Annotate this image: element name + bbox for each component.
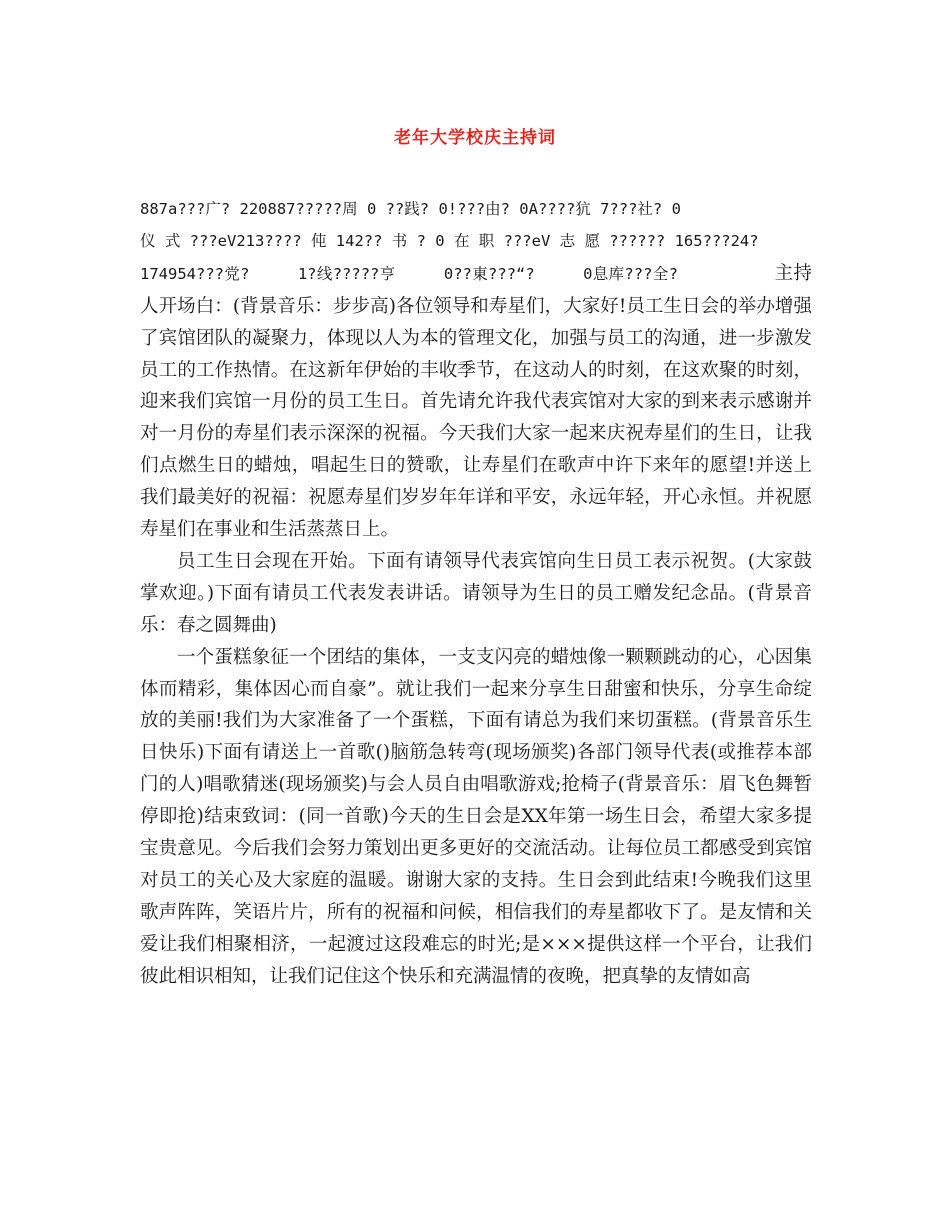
garbled-line-2: 仪 式 ???eV213???? 伅 142?? 书 ? 0 在 职 ???eV 志 愿 ?????? 165???24? [140, 231, 759, 250]
document-title: 老年大学校庆主持词 [394, 128, 556, 148]
garbled-line-3: 174954???党? 1?线?????亨 0??東???“? 0息库???全? [140, 264, 775, 283]
garbled-line-1: 887a???广? 220887?????周 0 ??践? 0!???由? 0A????犺 7???社? 0 [140, 200, 681, 218]
paragraph-opening-text: 主持人开场白：(背景音乐：步步高)各位领导和寿星们，大家好!员工生日会的举办增强了宾馆团队的凝聚力，体现以人为本的管理文化，加强与员工的沟通，进一步激发员工的工作热情。在这新年伊始的丰收季节，在这动人的时刻，在这欢聚的时刻，迎来我们宾馆一月份的员工生日。首先请允许我代表宾馆对大家的到来表示感谢并对一月份的寿星们表示深深的祝福。今天我们大家一起来庆祝寿星们的生日，让我们点燃生日的蜡烛，唱起生日的赞歌，让寿星们在歌声中许下来年的愿望!并送上我们最美好的祝福：祝愿寿星们岁岁年年详和平安，永远年轻，开心永恒。并祝愿寿星们在事业和生活蒸蒸日上。 [140, 262, 812, 541]
document-body [140, 194, 812, 993]
paragraph-start: 员工生日会现在开始。下面有请领导代表宾馆向生日员工表示祝贺。(大家鼓掌欢迎。)下面有请员工代表发表讲话。请领导为生日的员工赠发纪念品。(背景音乐：春之圆舞曲) [140, 550, 812, 636]
paragraph-cake: 一个蛋糕象征一个团结的集体，一支支闪亮的蜡烛像一颗颗跳动的心，心因集体而精彩，集体因心而自豪”。就让我们一起来分享生日甜蜜和快乐，分享生命绽放的美丽!我们为大家准备了一个蛋糕，下面有请总为我们来切蛋糕。(背景音乐生日快乐)下面有请送上一首歌()脑筋急转弯(现场颁奖)各部门领导代表(或推荐本部门的人)唱歌猜迷(现场颁奖)与会人员自由唱歌游戏;抢椅子(背景音乐：眉飞色舞暂停即抢)结束致词：(同一首歌)今天的生日会是XX年第一场生日会，希望大家多提宝贵意见。今后我们会努力策划出更多更好的交流活动。让每位员工都感受到宾馆对员工的关心及大家庭的温暖。谢谢大家的支持。生日会到此结束!今晚我们这里歌声阵阵，笑语片片，所有的祝福和问候，相信我们的寿星都收下了。是友情和关爱让我们相聚相济，一起渡过这段难忘的时光;是×××提供这样一个平台，让我们彼此相识相知，让我们记住这个快乐和充满温情的夜晚，把真挚的友情如高 [140, 646, 812, 987]
garbled-header-block [140, 194, 812, 258]
paragraph-opening [140, 258, 812, 546]
